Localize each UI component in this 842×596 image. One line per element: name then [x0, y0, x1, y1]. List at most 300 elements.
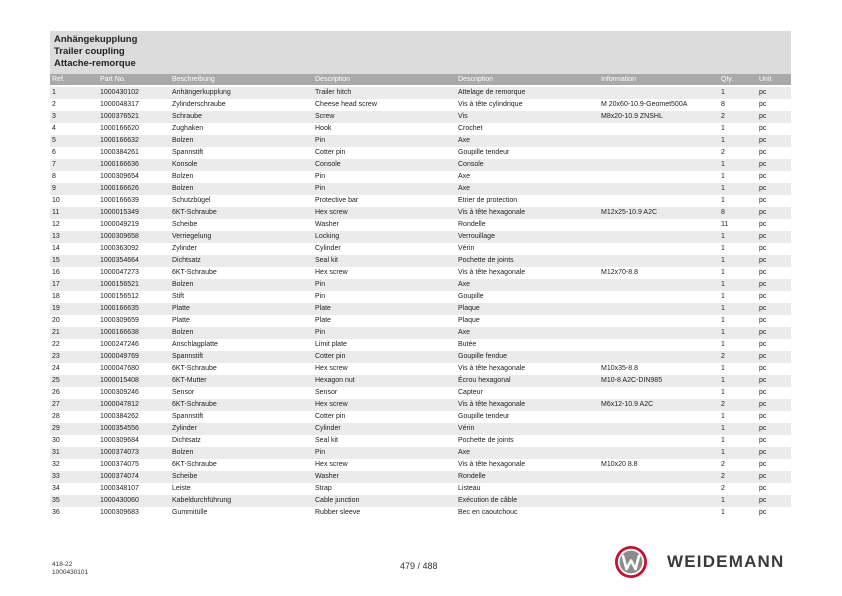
table-cell: pc	[759, 413, 767, 420]
table-cell: 22	[52, 341, 60, 348]
table-cell: pc	[759, 125, 767, 132]
table-cell: 24	[52, 365, 60, 372]
table-cell: Vérin	[458, 245, 475, 252]
table-cell: 1000166635	[100, 305, 139, 312]
table-row	[50, 399, 791, 411]
table-cell: Konsole	[172, 161, 198, 168]
table-cell: Rondelle	[458, 221, 486, 228]
table-cell: 32	[52, 461, 60, 468]
table-row	[50, 423, 791, 435]
table-cell: pc	[759, 305, 767, 312]
table-cell: pc	[759, 245, 767, 252]
table-cell: Schutzbügel	[172, 197, 211, 204]
table-cell: 1	[721, 413, 725, 420]
table-cell: 17	[52, 281, 60, 288]
table-cell: 1000047812	[100, 401, 139, 408]
table-cell: 6KT-Mutter	[172, 377, 207, 384]
table-cell: 20	[52, 317, 60, 324]
table-cell: Washer	[315, 473, 339, 480]
table-header	[50, 74, 791, 85]
table-row	[50, 267, 791, 279]
title-german: Anhängekupplung	[54, 34, 138, 45]
table-cell: 2	[721, 353, 725, 360]
table-row	[50, 471, 791, 483]
table-cell: 1000309654	[100, 173, 139, 180]
table-cell: Cotter pin	[315, 149, 346, 156]
table-cell: Schraube	[172, 113, 202, 120]
table-cell: 1	[721, 137, 725, 144]
table-cell: 2	[721, 113, 725, 120]
table-cell: 2	[721, 401, 725, 408]
table-cell: pc	[759, 269, 767, 276]
table-cell: 1000166638	[100, 329, 139, 336]
table-cell: Anhängerkupplung	[172, 89, 231, 96]
table-cell: pc	[759, 317, 767, 324]
table-cell: pc	[759, 353, 767, 360]
table-cell: 14	[52, 245, 60, 252]
table-cell: 31	[52, 449, 60, 456]
table-cell: pc	[759, 329, 767, 336]
table-cell: Rubber sleeve	[315, 509, 361, 516]
table-cell: Console	[315, 161, 341, 168]
table-cell: 1000049219	[100, 221, 139, 228]
table-cell: 23	[52, 353, 60, 360]
table-cell: pc	[759, 365, 767, 372]
table-cell: pc	[759, 89, 767, 96]
table-cell: Goupille tendeur	[458, 413, 510, 420]
table-cell: 6	[52, 149, 56, 156]
table-cell: 1000309684	[100, 437, 139, 444]
table-cell: Hook	[315, 125, 332, 132]
table-cell: 6KT-Schraube	[172, 209, 217, 216]
table-cell: Sensor	[315, 389, 338, 396]
table-cell: Verrouillage	[458, 233, 495, 240]
table-cell: Vis à tête hexagonale	[458, 401, 526, 408]
table-row	[50, 255, 791, 267]
table-row	[50, 243, 791, 255]
table-cell: 2	[721, 485, 725, 492]
table-cell: 1000015408	[100, 377, 139, 384]
table-cell: 1	[721, 269, 725, 276]
table-cell: Hex screw	[315, 209, 348, 216]
table-cell: M 20x60-10.9-Geomet500A	[601, 101, 688, 108]
table-row	[50, 303, 791, 315]
table-cell: Zughaken	[172, 125, 204, 132]
table-cell: Plaque	[458, 317, 480, 324]
column-header: Unit	[759, 76, 772, 83]
table-cell: Plate	[315, 305, 331, 312]
table-cell: 1	[721, 173, 725, 180]
table-cell: Exécution de câble	[458, 497, 518, 504]
table-row	[50, 195, 791, 207]
table-cell: Seal kit	[315, 437, 338, 444]
table-cell: 29	[52, 425, 60, 432]
table-row	[50, 159, 791, 171]
table-row	[50, 111, 791, 123]
table-cell: 18	[52, 293, 60, 300]
table-cell: 35	[52, 497, 60, 504]
column-header: Beschreibung	[172, 76, 215, 83]
table-cell: 1	[721, 161, 725, 168]
table-cell: Pin	[315, 281, 326, 288]
table-cell: 1000430060	[100, 497, 139, 504]
table-cell: 11	[721, 221, 729, 228]
table-row	[50, 207, 791, 219]
table-cell: Pochette de joints	[458, 437, 514, 444]
table-cell: M12x25-10.9 A2C	[601, 209, 658, 216]
table-cell: Bec en caoutchouc	[458, 509, 518, 516]
table-cell: 1000309246	[100, 389, 139, 396]
table-cell: pc	[759, 257, 767, 264]
table-cell: Scheibe	[172, 221, 198, 228]
table-cell: 26	[52, 389, 60, 396]
table-cell: 1000430102	[100, 89, 139, 96]
table-cell: Pin	[315, 137, 326, 144]
table-cell: Locking	[315, 233, 340, 240]
table-cell: Cotter pin	[315, 413, 346, 420]
table-cell: Axe	[458, 329, 471, 336]
table-cell: pc	[759, 185, 767, 192]
table-cell: Vis à tête hexagonale	[458, 269, 526, 276]
table-cell: Spannstift	[172, 353, 204, 360]
table-cell: 1	[721, 197, 725, 204]
table-cell: 21	[52, 329, 60, 336]
column-header: Information	[601, 76, 637, 83]
table-cell: pc	[759, 437, 767, 444]
table-cell: Goupille fendue	[458, 353, 508, 360]
table-cell: 1	[721, 257, 725, 264]
section-title-box	[50, 31, 791, 74]
table-cell: pc	[759, 389, 767, 396]
table-cell: Cheese head screw	[315, 101, 377, 108]
table-row	[50, 219, 791, 231]
footer-code-line1: 418-22	[52, 561, 73, 568]
table-cell: pc	[759, 281, 767, 288]
table-cell: Écrou hexagonal	[458, 377, 511, 384]
table-cell: 34	[52, 485, 60, 492]
table-row	[50, 183, 791, 195]
table-cell: pc	[759, 197, 767, 204]
table-cell: Hex screw	[315, 461, 348, 468]
table-cell: 1000166620	[100, 125, 139, 132]
table-cell: Cotter pin	[315, 353, 346, 360]
table-cell: 1000309659	[100, 317, 139, 324]
table-row	[50, 351, 791, 363]
title-french: Attache-remorque	[54, 58, 136, 69]
table-cell: Hex screw	[315, 269, 348, 276]
table-cell: 1	[721, 509, 725, 516]
table-cell: Axe	[458, 281, 471, 288]
table-cell: 1000047680	[100, 365, 139, 372]
table-cell: pc	[759, 209, 767, 216]
table-cell: Platte	[172, 305, 190, 312]
table-cell: Vis à tête cylindrique	[458, 101, 523, 108]
table-cell: Washer	[315, 221, 339, 228]
table-cell: M10-8 A2C-DIN985	[601, 377, 663, 384]
table-cell: Cylinder	[315, 425, 341, 432]
table-cell: Bolzen	[172, 449, 194, 456]
table-cell: pc	[759, 293, 767, 300]
table-cell: 1000348107	[100, 485, 139, 492]
table-cell: 15	[52, 257, 60, 264]
table-cell: Plaque	[458, 305, 480, 312]
table-cell: pc	[759, 425, 767, 432]
table-cell: 36	[52, 509, 60, 516]
table-row	[50, 339, 791, 351]
table-cell: 5	[52, 137, 56, 144]
table-cell: pc	[759, 173, 767, 180]
table-cell: 1000166636	[100, 161, 139, 168]
table-row	[50, 135, 791, 147]
table-cell: Platte	[172, 317, 190, 324]
footer-code-line2: 1000430101	[52, 569, 89, 576]
table-cell: pc	[759, 149, 767, 156]
table-cell: Bolzen	[172, 137, 194, 144]
table-row	[50, 327, 791, 339]
table-cell: 2	[721, 149, 725, 156]
table-cell: Bolzen	[172, 281, 194, 288]
table-cell: Kabeldurchführung	[172, 497, 232, 504]
table-row	[50, 411, 791, 423]
table-cell: Pochette de joints	[458, 257, 514, 264]
table-cell: Trailer hitch	[315, 89, 352, 96]
table-cell: 1	[721, 449, 725, 456]
table-cell: 1	[52, 89, 56, 96]
table-cell: Scheibe	[172, 473, 198, 480]
table-cell: Zylinder	[172, 425, 197, 432]
table-cell: pc	[759, 233, 767, 240]
table-row	[50, 375, 791, 387]
table-cell: Dichtsatz	[172, 437, 201, 444]
table-cell: Bolzen	[172, 173, 194, 180]
table-cell: Listeau	[458, 485, 481, 492]
table-cell: 30	[52, 437, 60, 444]
table-cell: 6KT-Schraube	[172, 269, 217, 276]
table-cell: 1000049769	[100, 353, 139, 360]
table-cell: Pin	[315, 173, 326, 180]
table-cell: 1000015349	[100, 209, 139, 216]
table-cell: Attelage de remorque	[458, 89, 526, 96]
table-cell: 2	[52, 101, 56, 108]
table-cell: Bolzen	[172, 329, 194, 336]
table-cell: Vis	[458, 113, 468, 120]
table-cell: pc	[759, 509, 767, 516]
table-cell: 4	[52, 125, 56, 132]
table-cell: Anschlagplatte	[172, 341, 218, 348]
table-cell: 1	[721, 377, 725, 384]
table-cell: pc	[759, 473, 767, 480]
table-cell: 6KT-Schraube	[172, 461, 217, 468]
table-cell: Stift	[172, 293, 185, 300]
table-cell: Hex screw	[315, 365, 348, 372]
table-cell: 1	[721, 293, 725, 300]
table-cell: 6KT-Schraube	[172, 365, 217, 372]
table-cell: 1000376521	[100, 113, 139, 120]
table-cell: 8	[721, 101, 725, 108]
table-cell: Spannstift	[172, 149, 204, 156]
table-cell: 33	[52, 473, 60, 480]
table-cell: pc	[759, 161, 767, 168]
table-cell: 1000247246	[100, 341, 139, 348]
table-cell: 13	[52, 233, 60, 240]
table-cell: 1	[721, 497, 725, 504]
table-cell: Spannstift	[172, 413, 204, 420]
table-cell: Bolzen	[172, 185, 194, 192]
table-cell: 8	[52, 173, 56, 180]
table-row	[50, 315, 791, 327]
table-cell: M12x70-8.8	[601, 269, 638, 276]
table-cell: Vis à tête hexagonale	[458, 365, 526, 372]
table-cell: pc	[759, 101, 767, 108]
table-cell: 1000048317	[100, 101, 139, 108]
table-cell: 12	[52, 221, 60, 228]
table-cell: 1000384262	[100, 413, 139, 420]
table-cell: 6KT-Schraube	[172, 401, 217, 408]
weidemann-w-logo-icon	[614, 545, 648, 579]
table-cell: pc	[759, 497, 767, 504]
table-row	[50, 507, 791, 519]
table-cell: M8x20-10.9 ZNSHL	[601, 113, 663, 120]
table-cell: Axe	[458, 137, 471, 144]
table-cell: 10	[52, 197, 60, 204]
table-cell: 1	[721, 425, 725, 432]
table-cell: 1000384261	[100, 149, 139, 156]
table-cell: Vérin	[458, 425, 475, 432]
title-english: Trailer coupling	[54, 46, 125, 57]
table-row	[50, 147, 791, 159]
table-cell: Axe	[458, 185, 471, 192]
table-cell: pc	[759, 485, 767, 492]
table-row	[50, 87, 791, 99]
table-cell: Goupille	[458, 293, 484, 300]
table-cell: pc	[759, 113, 767, 120]
page-number: 479 / 488	[400, 561, 438, 571]
table-cell: 25	[52, 377, 60, 384]
table-row	[50, 291, 791, 303]
column-header: Part No.	[100, 76, 126, 83]
table-cell: 7	[52, 161, 56, 168]
table-cell: M10x20 8.8	[601, 461, 638, 468]
table-cell: 1000374073	[100, 449, 139, 456]
table-cell: Plate	[315, 317, 331, 324]
table-cell: 27	[52, 401, 60, 408]
table-cell: Axe	[458, 173, 471, 180]
table-cell: M10x35-8.8	[601, 365, 638, 372]
table-row	[50, 171, 791, 183]
table-cell: 2	[721, 461, 725, 468]
table-cell: pc	[759, 449, 767, 456]
table-cell: Limit plate	[315, 341, 347, 348]
table-cell: Verriegelung	[172, 233, 212, 240]
table-cell: 1	[721, 281, 725, 288]
table-cell: 1	[721, 341, 725, 348]
table-cell: Pin	[315, 329, 326, 336]
table-cell: Screw	[315, 113, 335, 120]
table-cell: Pin	[315, 185, 326, 192]
table-cell: 1	[721, 437, 725, 444]
table-cell: 1000363092	[100, 245, 139, 252]
column-header: Qty.	[721, 76, 734, 83]
table-row	[50, 279, 791, 291]
table-cell: pc	[759, 401, 767, 408]
table-cell: Cable junction	[315, 497, 360, 504]
table-cell: 1	[721, 317, 725, 324]
table-cell: 8	[721, 209, 725, 216]
table-cell: pc	[759, 137, 767, 144]
table-row	[50, 363, 791, 375]
table-cell: 1	[721, 365, 725, 372]
table-cell: 1000166639	[100, 197, 139, 204]
table-cell: Butée	[458, 341, 477, 348]
table-cell: 1000047273	[100, 269, 139, 276]
table-cell: Sensor	[172, 389, 195, 396]
table-cell: 1000354556	[100, 425, 139, 432]
table-cell: Zylinder	[172, 245, 197, 252]
table-cell: pc	[759, 341, 767, 348]
table-cell: 2	[721, 473, 725, 480]
table-cell: 1000354664	[100, 257, 139, 264]
table-cell: Pin	[315, 449, 326, 456]
table-cell: Seal kit	[315, 257, 338, 264]
column-header: Ref.	[52, 76, 65, 83]
table-row	[50, 495, 791, 507]
table-cell: Console	[458, 161, 484, 168]
table-cell: 1000166632	[100, 137, 139, 144]
table-cell: 1	[721, 125, 725, 132]
table-cell: pc	[759, 221, 767, 228]
table-cell: 1000156521	[100, 281, 139, 288]
table-cell: 1	[721, 245, 725, 252]
table-cell: Hexagon nut	[315, 377, 355, 384]
table-cell: 1000374074	[100, 473, 139, 480]
table-cell: Capteur	[458, 389, 483, 396]
table-cell: Gummitülle	[172, 509, 208, 516]
table-cell: Pin	[315, 293, 326, 300]
brand-wordmark: WEIDEMANN	[667, 552, 785, 571]
table-cell: pc	[759, 377, 767, 384]
table-cell: 11	[52, 209, 60, 216]
table-cell: 1	[721, 89, 725, 96]
table-row	[50, 435, 791, 447]
table-cell: 1	[721, 305, 725, 312]
table-row	[50, 99, 791, 111]
table-cell: Zylinderschraube	[172, 101, 226, 108]
table-row	[50, 123, 791, 135]
table-row	[50, 459, 791, 471]
table-cell: 1000309658	[100, 233, 139, 240]
column-header: Description	[458, 76, 494, 83]
table-cell: 9	[52, 185, 56, 192]
table-row	[50, 231, 791, 243]
table-cell: Hex screw	[315, 401, 348, 408]
parts-table	[50, 87, 791, 519]
table-cell: Vis à tête hexagonale	[458, 209, 526, 216]
table-cell: Strap	[315, 485, 332, 492]
table-cell: Axe	[458, 449, 471, 456]
table-cell: Goupille tendeur	[458, 149, 510, 156]
table-cell: Crochet	[458, 125, 483, 132]
table-cell: Etrier de protection	[458, 197, 518, 204]
table-cell: 1	[721, 389, 725, 396]
table-cell: 1	[721, 329, 725, 336]
table-cell: 1	[721, 185, 725, 192]
table-row	[50, 447, 791, 459]
column-header: Description	[315, 76, 351, 83]
table-cell: 1000374075	[100, 461, 139, 468]
table-cell: pc	[759, 461, 767, 468]
table-cell: Cylinder	[315, 245, 341, 252]
table-row	[50, 483, 791, 495]
